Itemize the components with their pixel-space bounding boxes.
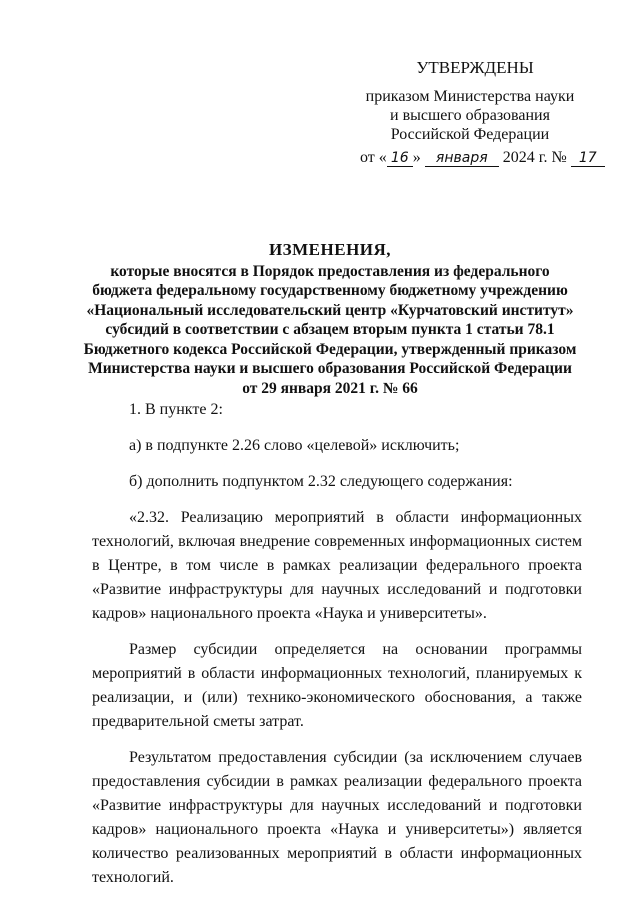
approval-date-line xyxy=(340,148,600,167)
date-mid: » xyxy=(412,149,421,166)
title-line-2: бюджета федеральному государственному бюджетному учреждению xyxy=(92,282,568,299)
paragraph-5: Размер субсидии определяется на основании программы мероприятий в области информационных технологий, планируемых к реализации, и (или) технико-экономического обоснования, а также предварительной сметы затрат. xyxy=(92,641,582,730)
title-line-5: Бюджетного кодекса Российской Федерации, утвержденный приказом xyxy=(83,340,577,358)
paragraph-6: Результатом предоставления субсидии (за исключением случаев предоставления субсидии в рамках реализации федерального проекта «Развитие инфраструктуры для научных исследований и подготовки кадров» национального проекта «Наука и университеты») является количество реализованных мероприятий в области информационных технологий. xyxy=(92,749,582,886)
title-line-6: Министерства науки и высшего образования Российской Федерации xyxy=(88,360,572,377)
title-line-4: субсидий в соответствии с абзацем вторым пункта 1 статьи 78.1 xyxy=(105,321,555,338)
date-prefix: от « xyxy=(360,149,387,166)
title-main: ИЗМЕНЕНИЯ, xyxy=(268,240,392,259)
date-year: 2024 г. № xyxy=(502,149,567,166)
title-line-3: «Национальный исследовательский центр «Курчатовский институт» xyxy=(86,301,574,319)
approval-line-1: приказом Министерства науки xyxy=(365,88,575,105)
paragraph-2: а) в подпункте 2.26 слово «целевой» исключить; xyxy=(129,437,460,454)
paragraph-4: «2.32. Реализацию мероприятий в области информационных технологий, включая внедрение современных информационных систем в Центре, в том числе в рамках реализации федерального проекта «Развитие инфраструктуры для научных исследований и подготовки кадров» национального проекта «Наука и университеты». xyxy=(92,509,582,622)
date-month: января xyxy=(425,150,499,167)
paragraph-1: 1. В пункте 2: xyxy=(129,401,223,418)
approval-line-2: и высшего образования xyxy=(390,107,550,124)
approval-line-3: Российской Федерации xyxy=(390,126,550,143)
paragraph-3: б) дополнить подпунктом 2.32 следующего содержания: xyxy=(129,473,513,490)
order-number: 17 xyxy=(571,150,605,167)
approval-heading: УТВЕРЖДЕНЫ xyxy=(416,58,534,77)
title-line-1: которые вносятся в Порядок предоставления из федерального xyxy=(110,262,550,280)
document-title xyxy=(80,240,580,398)
title-line-7: от 29 января 2021 г. № 66 xyxy=(242,379,418,397)
approval-block xyxy=(340,58,600,167)
date-day: 16 xyxy=(387,150,413,167)
document-body xyxy=(92,398,582,890)
